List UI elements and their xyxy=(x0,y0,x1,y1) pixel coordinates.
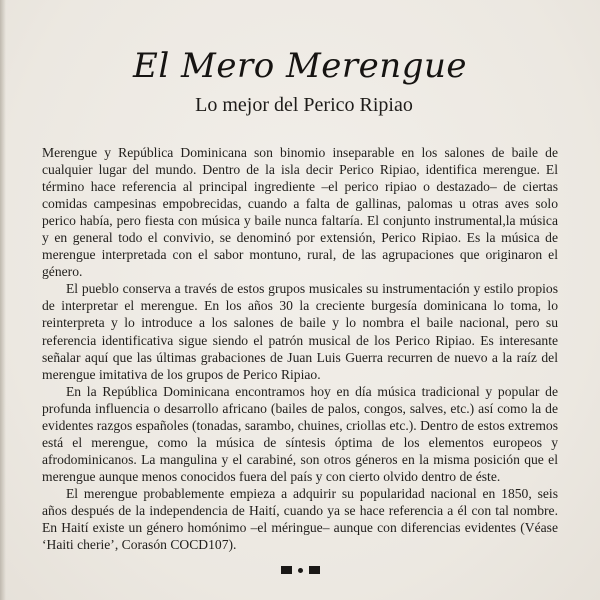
paragraph-3: En la República Dominicana encontramos hoy en día música tradicional y popular de profunda influencia o desarrollo africano (bailes de palos, congos, salves, etc.) así como la de evidentes razgos españoles (tonadas, sarambo, chuines, criollas etc.). Dentro de estos extremos está el merengue, como la música de síntesis óptima de los elementos europeos y afrodominicanos. La mangulina y el carabiné, son otros géneros en la misma posición que el merengue aunque menos conocidos fuera del país y con cierto olvido dentro de éste. xyxy=(42,383,558,484)
paragraph-1: Merengue y República Dominicana son binomio inseparable en los salones de baile de cualquier lugar del mundo. Dentro de la isla decir Perico Ripiao, identifica merengue. El término hace referencia al principal ingrediente –el perico ripiao o destazado– de ciertas comidas campesinas empobrecidas, cuando a falta de gallinas, palomas u otras aves solo perico había, pero fiesta con música y baile nunca faltaría. El conjunto instrumental,la música y en general todo el convivio, se denominó por extensión, Perico Ripiao. Es la música de merengue interpretada con el sabor montuno, rural, de las agrupaciones que originaron el género. xyxy=(42,145,558,280)
end-ornament xyxy=(0,566,600,574)
paragraph-4: El merengue probablemente empieza a adquirir su popularidad nacional en 1850, seis años después de la independencia de Haití, cuando ya se hace referencia a él con tal nombre. En Haití existe un género homónimo –el méringue– aunque con diferencias evidentes (Véase ‘Haiti cherie’, Corasón COCD107). xyxy=(42,485,558,553)
paragraph-2: El pueblo conserva a través de estos grupos musicales su instrumentación y estilo propios de interpretar el merengue. En los años 30 la creciente burgesía dominicana lo toma, lo reinterpreta y lo introduce a los salones de baile y lo nombra el baile nacional, pero su referencia identificativa sigue siendo el patrón musical de los Perico Ripiao. Es interesante señalar aquí que las últimas grabaciones de Juan Luis Guerra recurren de nuevo a la raíz del merengue imitativa de los grupos de Perico Ripiao. xyxy=(42,281,558,382)
page-subtitle: Lo mejor del Perico Ripiao xyxy=(195,94,413,116)
ornament-square-left xyxy=(281,566,292,574)
body-text xyxy=(42,144,558,553)
page-title: El Mero Merengue xyxy=(133,46,467,86)
ornament-dot xyxy=(298,568,303,573)
page-edge-shadow xyxy=(0,0,6,600)
ornament-square-right xyxy=(309,566,320,574)
